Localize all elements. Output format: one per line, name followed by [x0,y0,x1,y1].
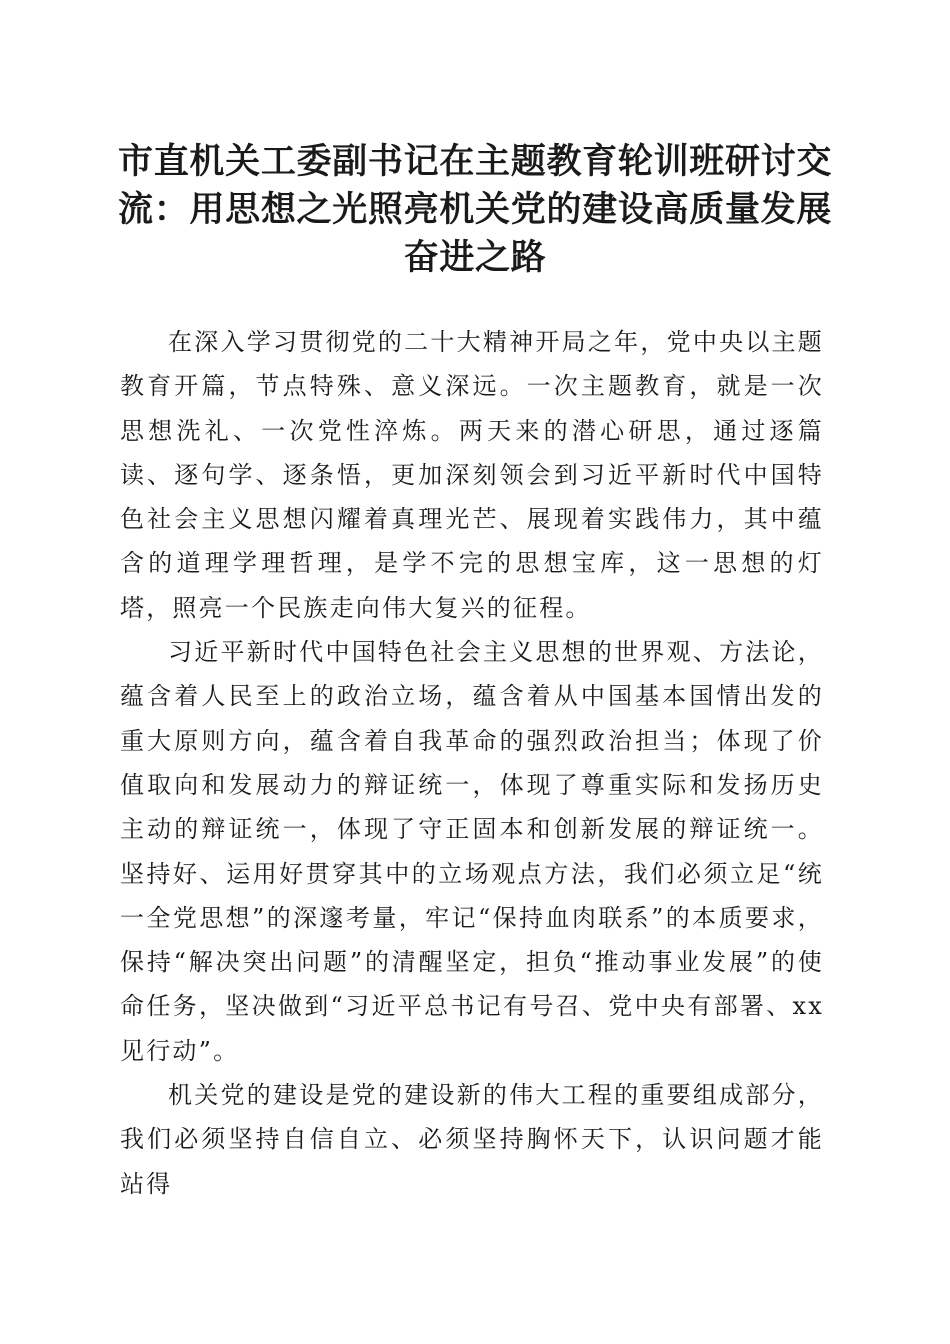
document-title: 市直机关工委副书记在主题教育轮训班研讨交流：用思想之光照亮机关党的建设高质量发展奋进之路 [118,141,832,278]
paragraph-2: 习近平新时代中国特色社会主义思想的世界观、方法论，蕴含着人民至上的政治立场，蕴含着从中国基本国情出发的重大原则方向，蕴含着自我革命的强烈政治担当；体现了价值取向和发展动力的辩证统一，体现了尊重实际和发扬历史主动的辩证统一，体现了守正固本和创新发展的辩证统一。坚持好、运用好贯穿其中的立场观点方法，我们必须立足“统一全党思想”的深邃考量，牢记“保持血肉联系”的本质要求，保持“解决突出问题”的清醒坚定，担负“推动事业发展”的使命任务，坚决做到“习近平总书记有号召、党中央有部署、xx见行动”。 [120,638,824,1065]
document-body [120,320,824,1206]
paragraph-3: 机关党的建设是党的建设新的伟大工程的重要组成部分，我们必须坚持自信自立、必须坚持胸怀天下，认识问题才能站得 [120,1081,824,1198]
paragraph-1: 在深入学习贯彻党的二十大精神开局之年，党中央以主题教育开篇，节点特殊、意义深远。一次主题教育，就是一次思想洗礼、一次党性淬炼。两天来的潜心研思，通过逐篇读、逐句学、逐条悟，更加深刻领会到习近平新时代中国特色社会主义思想闪耀着真理光芒、展现着实践伟力，其中蕴含的道理学理哲理，是学不完的思想宝库，这一思想的灯塔，照亮一个民族走向伟大复兴的征程。 [120,328,824,622]
